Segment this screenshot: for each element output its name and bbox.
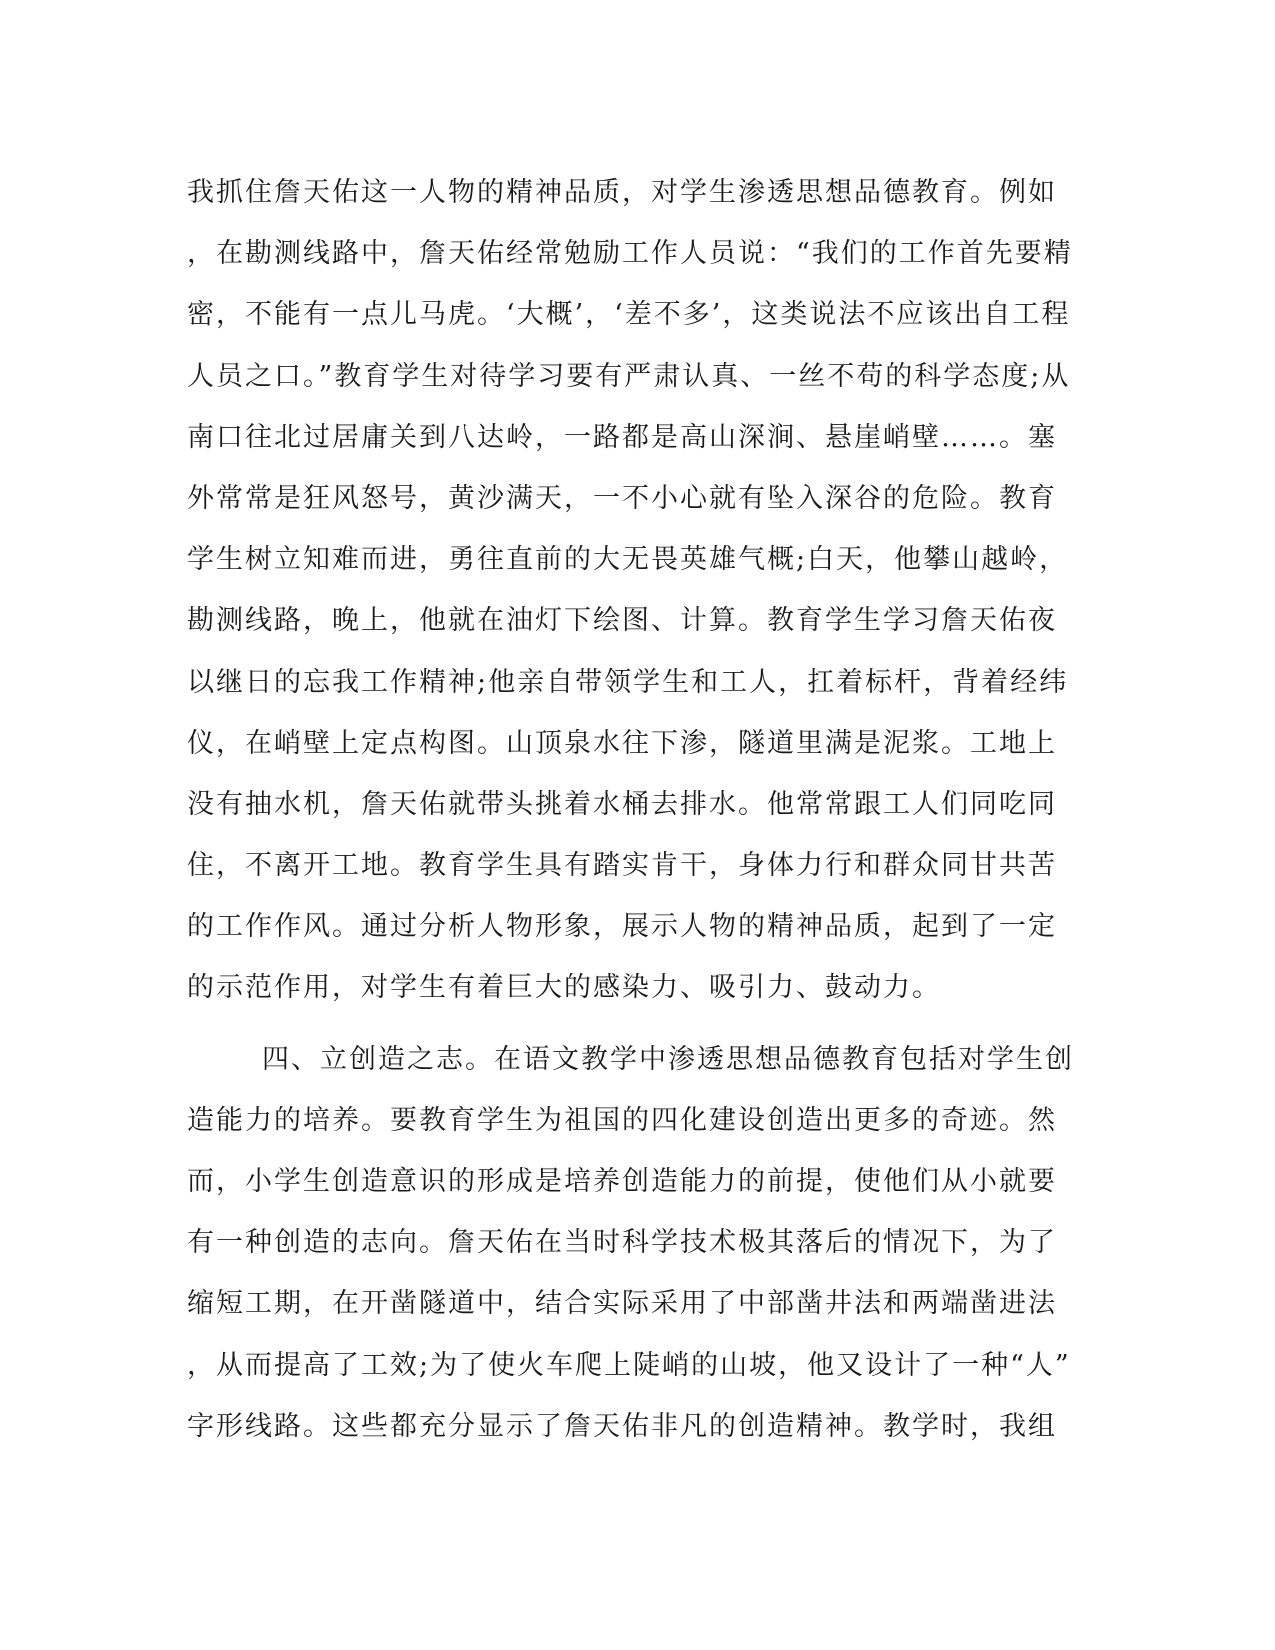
- text-line: 字形线路。这些都充分显示了詹天佑非凡的创造精神。教学时，我组: [187, 1410, 1057, 1442]
- text-line: 南口往北过居庸关到八达岭，一路都是高山深涧、悬崖峭壁……。塞: [187, 421, 1057, 453]
- paragraph-2: [187, 1029, 1074, 1457]
- text-line: ，在勘测线路中，詹天佑经常勉励工作人员说：“我们的工作首先要精: [187, 238, 1073, 270]
- text-line: ，从而提高了工效;为了使火车爬上陡峭的山坡，他又设计了一种“人”: [187, 1349, 1071, 1381]
- text-line: 住，不离开工地。教育学生具有踏实肯干，身体力行和群众同甘共苦: [187, 850, 1057, 882]
- paragraph-1: [187, 162, 1073, 1019]
- text-line: 四、立创造之志。在语文教学中渗透思想品德教育包括对学生创: [262, 1043, 1074, 1075]
- text-line: 密，不能有一点儿马虎。‘大概’，‘差不多’，这类说法不应该出自工程: [187, 299, 1071, 331]
- text-line: 外常常是狂风怒号，黄沙满天，一不小心就有坠入深谷的危险。教育: [187, 482, 1057, 514]
- text-line: 有一种创造的志向。詹天佑在当时科学技术极其落后的情况下，为了: [187, 1227, 1057, 1259]
- text-line: 学生树立知难而进，勇往直前的大无畏英雄气概;白天，他攀山越岭，: [187, 544, 1069, 576]
- body-text: [187, 162, 1074, 1457]
- text-line: 造能力的培养。要教育学生为祖国的四化建设创造出更多的奇迹。然: [187, 1104, 1057, 1136]
- text-line: 的示范作用，对学生有着巨大的感染力、吸引力、鼓动力。: [187, 972, 941, 1004]
- text-line: 的工作作风。通过分析人物形象，展示人物的精神品质，起到了一定: [187, 911, 1057, 943]
- text-line: 勘测线路，晚上，他就在油灯下绘图、计算。教育学生学习詹天佑夜: [187, 605, 1057, 637]
- text-line: 我抓住詹天佑这一人物的精神品质，对学生渗透思想品德教育。例如: [187, 177, 1057, 208]
- text-line: 仪，在峭壁上定点构图。山顶泉水往下渗，隧道里满是泥浆。工地上: [187, 727, 1057, 759]
- paragraph-spacer: [187, 1019, 1067, 1029]
- text-line: 人员之口。”教育学生对待学习要有严肃认真、一丝不苟的科学态度;从: [187, 360, 1071, 392]
- text-line: 没有抽水机，詹天佑就带头挑着水桶去排水。他常常跟工人们同吃同: [187, 788, 1057, 820]
- text-line: 而，小学生创造意识的形成是培养创造能力的前提，使他们从小就要: [187, 1166, 1057, 1197]
- text-line: 以继日的忘我工作精神;他亲自带领学生和工人，扛着标杆，背着经纬: [187, 666, 1069, 698]
- text-line: 缩短工期，在开凿隧道中，结合实际采用了中部凿井法和两端凿进法: [187, 1288, 1057, 1320]
